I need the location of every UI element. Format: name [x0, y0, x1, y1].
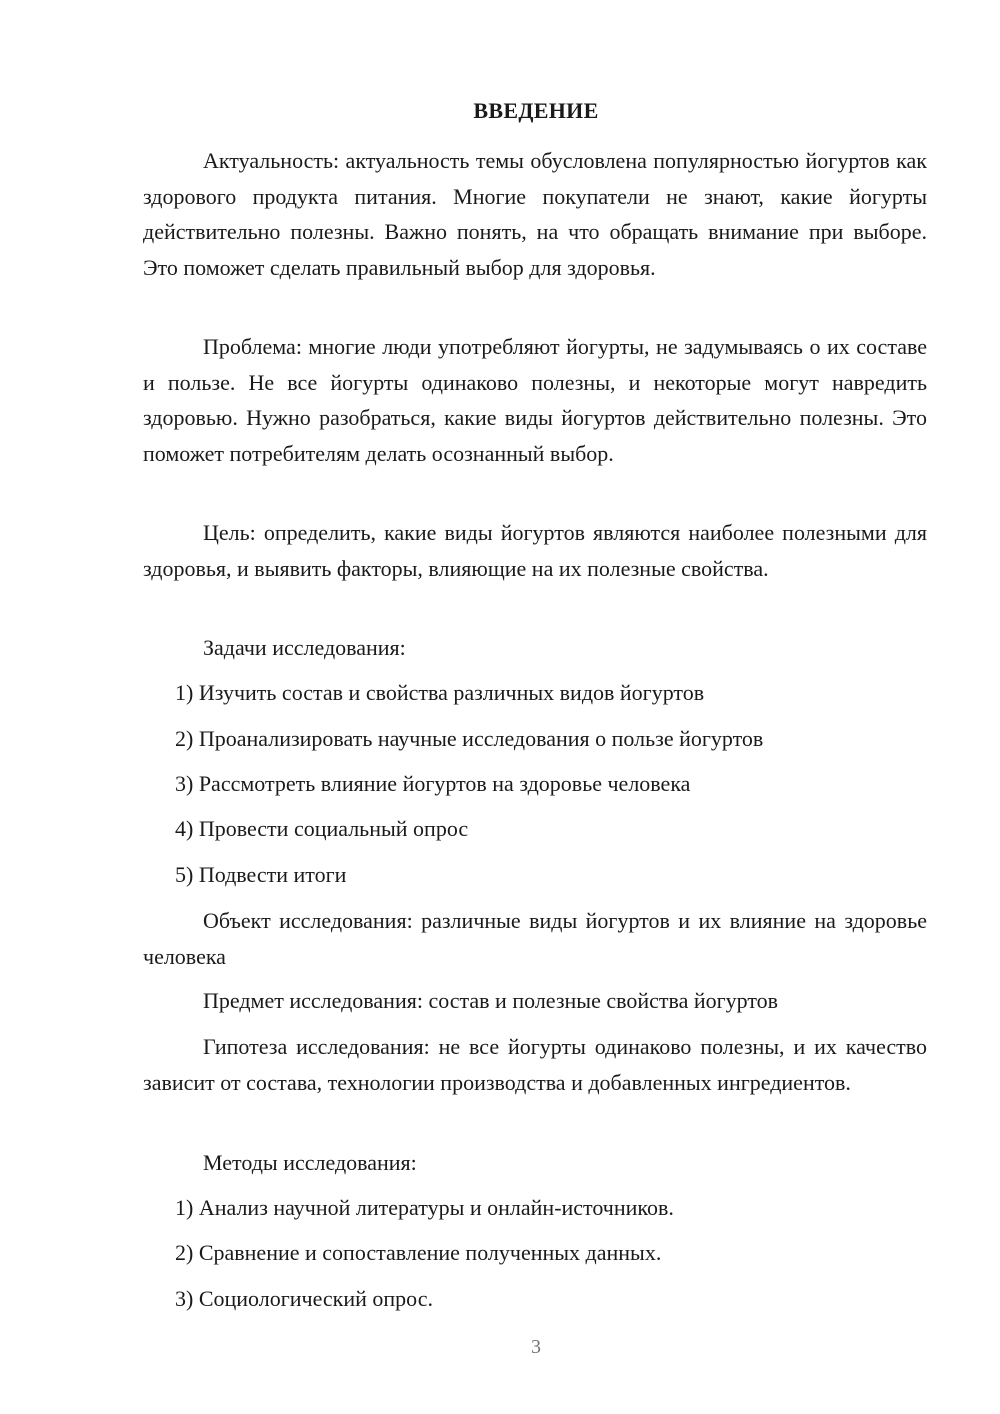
relevance-paragraph: Актуальность: актуальность темы обусловлена популярностью йогуртов как здорового продукта питания. Многие покупатели не знают, какие йогурты действительно полезны. Важно понять, на что обращать внимание при выборе. Это поможет сделать правильный выбор для здоровья.: [143, 148, 927, 280]
method-item: 1) Анализ научной литературы и онлайн-источников.: [175, 1195, 674, 1220]
task-item: 4) Провести социальный опрос: [175, 816, 469, 841]
task-item: 1) Изучить состав и свойства различных видов йогуртов: [175, 680, 705, 705]
method-item: 2) Сравнение и сопоставление полученных данных.: [175, 1240, 662, 1265]
methods-heading: Методы исследования:: [203, 1150, 417, 1175]
subject-paragraph: Предмет исследования: состав и полезные свойства йогуртов: [203, 988, 779, 1013]
problem-paragraph: Проблема: многие люди употребляют йогурты, не задумываясь о их составе и пользе. Не все йогурты одинаково полезны, и некоторые могут навредить здоровью. Нужно разобраться, какие виды йогуртов действительно полезны. Это поможет потребителям делать осознанный выбор.: [143, 334, 927, 466]
task-item: 5) Подвести итоги: [175, 862, 347, 887]
method-item: 3) Социологический опрос.: [175, 1286, 433, 1311]
goal-paragraph: Цель: определить, какие виды йогуртов являются наиболее полезными для здоровья, и выявить факторы, влияющие на их полезные свойства.: [143, 520, 927, 581]
task-item: 2) Проанализировать научные исследования о пользе йогуртов: [175, 726, 764, 751]
hypothesis-paragraph: Гипотеза исследования: не все йогурты одинаково полезны, и их качество зависит от состава, технологии производства и добавленных ингредиентов.: [143, 1034, 927, 1095]
page-title: ВВЕДЕНИЕ: [473, 98, 599, 123]
tasks-heading: Задачи исследования:: [203, 635, 406, 660]
page-number: 3: [531, 1336, 541, 1358]
object-paragraph: Объект исследования: различные виды йогуртов и их влияние на здоровье человека: [143, 908, 927, 969]
task-item: 3) Рассмотреть влияние йогуртов на здоровье человека: [175, 771, 691, 796]
